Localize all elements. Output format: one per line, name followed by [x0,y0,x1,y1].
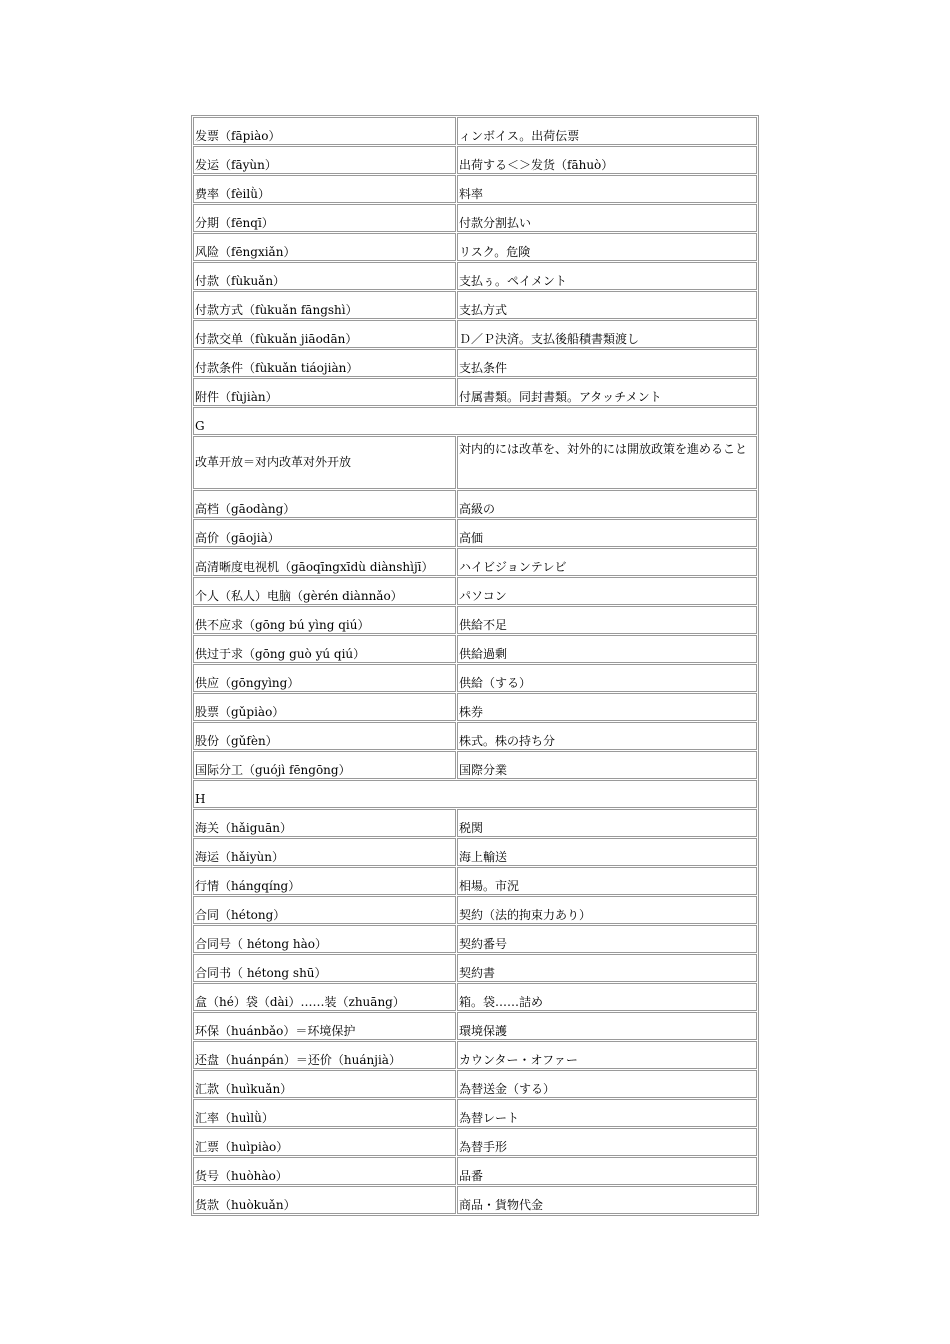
definition-cell: 為替手形 [457,1128,757,1156]
term-cell: 分期（fēnqī） [193,204,456,232]
table-row [193,722,757,750]
definition-cell: 供給不足 [457,606,757,634]
definition-cell: 支払条件 [457,349,757,377]
table-row [193,1157,757,1185]
definition-cell: リスク。危険 [457,233,757,261]
definition-cell: 契約番号 [457,925,757,953]
table-row [193,1099,757,1127]
term-cell: 风险（fēngxiǎn） [193,233,456,261]
definition-cell: ハイビジョンテレビ [457,548,757,576]
term-cell: 合同（hétong） [193,896,456,924]
definition-cell: 高価 [457,519,757,547]
table-row [193,175,757,203]
definition-cell: 為替送金（する） [457,1070,757,1098]
table-row [193,146,757,174]
term-cell: 货款（huòkuǎn） [193,1186,456,1214]
term-cell: 付款（fùkuǎn） [193,262,456,290]
table-row [193,204,757,232]
definition-cell: 支払方式 [457,291,757,319]
definition-cell: 株券 [457,693,757,721]
term-cell: 海关（hǎiguān） [193,809,456,837]
table-row [193,262,757,290]
term-cell: 供不应求（gōng bú yìng qiú） [193,606,456,634]
definition-cell: 付属書類。同封書類。アタッチメント [457,378,757,406]
table-row [193,751,757,779]
term-cell: 汇款（huìkuǎn） [193,1070,456,1098]
definition-cell: 国際分業 [457,751,757,779]
definition-cell: ィンボイス。出荷伝票 [457,117,757,145]
term-cell: 付款方式（fùkuǎn fāngshì） [193,291,456,319]
definition-cell: カウンター・オファー [457,1041,757,1069]
definition-cell: 契約書 [457,954,757,982]
term-cell: 海运（hǎiyùn） [193,838,456,866]
term-cell: 还盘（huánpán）＝还价（huánjià） [193,1041,456,1069]
table-row [193,606,757,634]
term-cell: 附件（fùjiàn） [193,378,456,406]
table-row [193,1012,757,1040]
glossary-table [191,115,759,1216]
section-header-row [193,780,757,808]
table-row [193,867,757,895]
definition-cell: 商品・貨物代金 [457,1186,757,1214]
definition-cell: 海上輸送 [457,838,757,866]
definition-cell: 環境保護 [457,1012,757,1040]
table-row [193,490,757,518]
term-cell: 汇率（huìlǜ） [193,1099,456,1127]
term-cell: 合同号（ hétong hào） [193,925,456,953]
table-row [193,378,757,406]
table-row [193,925,757,953]
definition-cell: パソコン [457,577,757,605]
term-cell: 个人（私人）电脑（gèrén diànnǎo） [193,577,456,605]
table-row [193,983,757,1011]
table-row [193,117,757,145]
definition-cell: 相場。市況 [457,867,757,895]
table-row [193,635,757,663]
table-row [193,1070,757,1098]
term-cell: 供应（gōngyìng） [193,664,456,692]
term-cell: 盒（hé）袋（dài）……装（zhuāng） [193,983,456,1011]
table-row [193,896,757,924]
table-row [193,320,757,348]
definition-cell: 供給過剰 [457,635,757,663]
term-cell: 发票（fāpiào） [193,117,456,145]
table-row [193,291,757,319]
table-row [193,838,757,866]
table-row [193,664,757,692]
term-cell: 货号（huòhào） [193,1157,456,1185]
term-cell: 发运（fāyùn） [193,146,456,174]
term-cell: 付款交单（fùkuǎn jiāodān） [193,320,456,348]
table-row [193,577,757,605]
definition-cell: Ｄ／Ｐ決済。支払後船積書類渡し [457,320,757,348]
table-row [193,349,757,377]
definition-cell: 契約（法的拘束力あり） [457,896,757,924]
table-row [193,233,757,261]
definition-cell: 株式。株の持ち分 [457,722,757,750]
term-cell: 付款条件（fùkuǎn tiáojiàn） [193,349,456,377]
term-cell: 高档（gāodàng） [193,490,456,518]
definition-cell: 対内的には改革を、対外的には開放政策を進めること [457,436,757,489]
term-cell: 国际分工（guójì fēngōng） [193,751,456,779]
term-cell: 汇票（huìpiào） [193,1128,456,1156]
table-row [193,809,757,837]
definition-cell: 税関 [457,809,757,837]
definition-cell: 出荷する＜＞发货（fāhuò） [457,146,757,174]
term-cell: 行情（hángqíng） [193,867,456,895]
table-row [193,519,757,547]
term-cell: 股份（gǔfèn） [193,722,456,750]
term-cell: 高价（gāojià） [193,519,456,547]
term-cell: 高清晰度电视机（gāoqīngxīdù diànshìjī） [193,548,456,576]
section-header-row [193,407,757,435]
definition-cell: 箱。袋……詰め [457,983,757,1011]
definition-cell: 供給（する） [457,664,757,692]
table-row [193,1041,757,1069]
table-row [193,1128,757,1156]
term-cell: 环保（huánbǎo）＝环境保护 [193,1012,456,1040]
definition-cell: 付款分割払い [457,204,757,232]
definition-cell: 高級の [457,490,757,518]
term-cell: 股票（gǔpiào） [193,693,456,721]
section-letter: G [193,407,757,435]
table-row [193,954,757,982]
term-cell: 费率（fèilǜ） [193,175,456,203]
table-row [193,693,757,721]
definition-cell: 支払ぅ。ペイメント [457,262,757,290]
definition-cell: 品番 [457,1157,757,1185]
table-row [193,548,757,576]
term-cell: 供过于求（gōng guò yú qiú） [193,635,456,663]
glossary-body [193,117,757,1214]
definition-cell: 為替レート [457,1099,757,1127]
term-cell: 改革开放＝对内改革对外开放 [193,436,456,489]
table-row [193,1186,757,1214]
table-row [193,436,757,489]
section-letter: H [193,780,757,808]
term-cell: 合同书（ hétong shū） [193,954,456,982]
definition-cell: 料率 [457,175,757,203]
